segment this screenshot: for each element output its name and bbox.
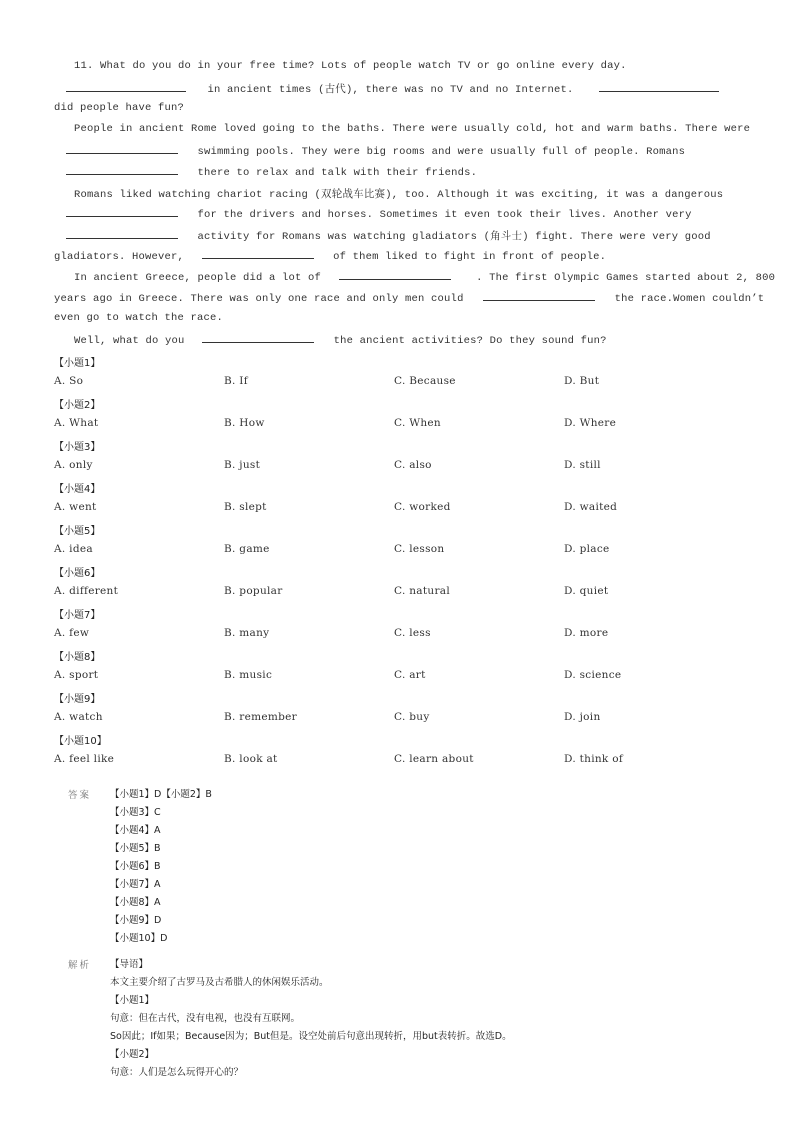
option-10b[interactable]: B. look at (224, 753, 278, 765)
option-6d[interactable]: D. quiet (564, 585, 609, 597)
option-4c[interactable]: C. worked (394, 501, 451, 513)
answer-blank-4[interactable] (66, 165, 178, 175)
option-5c[interactable]: C. lesson (394, 543, 445, 555)
answer-blank-6[interactable] (66, 229, 178, 239)
answer-blank-3[interactable] (66, 144, 178, 154)
option-8a[interactable]: A. sport (54, 669, 99, 681)
analysis-line-7: 句意：人们是怎么玩得开心的？ (110, 1067, 244, 1078)
question-label-7: 【小题7】 (54, 610, 101, 621)
option-10d[interactable]: D. think of (564, 753, 624, 765)
option-4a[interactable]: A. went (54, 501, 97, 513)
analysis-line-2: 本文主要介绍了古罗马及古希腊人的休闲娱乐活动。 (110, 977, 329, 988)
passage-line-4: People in ancient Rome loved going to the baths. There were usually cold, hot and warm baths. There were (74, 123, 751, 135)
passage-line-11: In ancient Greece, people did a lot of . The first Olympic Games started about 2, 800 (74, 272, 776, 284)
question-label-3: 【小题3】 (54, 442, 101, 453)
answer-line-1: 【小题1】D【小题2】B (110, 789, 212, 800)
question-label-2: 【小题2】 (54, 400, 101, 411)
passage-line-8: for the drivers and horses. Sometimes it even took their lives. Another very (66, 207, 692, 221)
passage-line-6: there to relax and talk with their friends. (66, 165, 477, 179)
answer-line-4: 【小题5】B (110, 843, 161, 854)
question-label-8: 【小题8】 (54, 652, 101, 663)
passage-line-12: years ago in Greece. There was only one race and only men could the race.Women couldn’t (54, 293, 765, 305)
analysis-label: 解析 (68, 960, 92, 971)
answer-blank-8[interactable] (339, 270, 451, 280)
option-3c[interactable]: C. also (394, 459, 432, 471)
option-10c[interactable]: C. learn about (394, 753, 474, 765)
option-5d[interactable]: D. place (564, 543, 610, 555)
option-5b[interactable]: B. game (224, 543, 270, 555)
option-9c[interactable]: C. buy (394, 711, 430, 723)
option-3a[interactable]: A. only (54, 459, 93, 471)
option-4d[interactable]: D. waited (564, 501, 618, 513)
passage-line-2: in ancient times (古代), there was no TV and no Internet. (66, 81, 719, 96)
passage-line-3: did people have fun? (54, 102, 185, 114)
analysis-line-3: 【小题1】 (110, 995, 155, 1006)
option-9b[interactable]: B. remember (224, 711, 298, 723)
option-9a[interactable]: A. watch (54, 711, 103, 723)
option-7c[interactable]: C. less (394, 627, 431, 639)
answer-line-2: 【小题3】C (110, 807, 161, 818)
option-7b[interactable]: B. many (224, 627, 270, 639)
option-6c[interactable]: C. natural (394, 585, 450, 597)
option-3d[interactable]: D. still (564, 459, 601, 471)
answer-blank-7[interactable] (202, 249, 314, 259)
option-4b[interactable]: B. slept (224, 501, 267, 513)
option-1d[interactable]: D. But (564, 375, 600, 387)
answer-blank-9[interactable] (483, 291, 595, 301)
passage-line-7: Romans liked watching chariot racing (双轮战车比赛), too. Although it was exciting, it was a dangerous (74, 189, 724, 201)
answer-line-7: 【小题8】A (110, 897, 161, 908)
option-10a[interactable]: A. feel like (54, 753, 115, 765)
question-label-5: 【小题5】 (54, 526, 101, 537)
passage-line-1: 11. What do you do in your free time? Lots of people watch TV or go online every day. (74, 60, 627, 72)
passage-line-14: Well, what do you the ancient activities? Do they sound fun? (74, 335, 607, 347)
answer-line-6: 【小题7】A (110, 879, 161, 890)
option-7a[interactable]: A. few (54, 627, 90, 639)
option-1b[interactable]: B. If (224, 375, 248, 387)
answer-blank-2[interactable] (599, 82, 719, 92)
option-8b[interactable]: B. music (224, 669, 273, 681)
option-8d[interactable]: D. science (564, 669, 622, 681)
analysis-line-5: So因此；If如果；Because因为；But但是。设空处前后句意出现转折，用but表转折。故选D。 (110, 1031, 512, 1042)
answer-line-8: 【小题9】D (110, 915, 162, 926)
option-2d[interactable]: D. Where (564, 417, 617, 429)
question-label-9: 【小题9】 (54, 694, 101, 705)
answer-line-5: 【小题6】B (110, 861, 161, 872)
passage-line-9: activity for Romans was watching gladiators (角斗士) fight. There were very good (66, 228, 711, 243)
option-2a[interactable]: A. What (54, 417, 99, 429)
answer-label: 答案 (68, 790, 92, 801)
option-8c[interactable]: C. art (394, 669, 426, 681)
option-7d[interactable]: D. more (564, 627, 609, 639)
answer-blank-10[interactable] (202, 333, 314, 343)
question-label-1: 【小题1】 (54, 358, 101, 369)
answer-line-3: 【小题4】A (110, 825, 161, 836)
option-6a[interactable]: A. different (54, 585, 119, 597)
answer-blank-5[interactable] (66, 207, 178, 217)
option-2b[interactable]: B. How (224, 417, 265, 429)
option-2c[interactable]: C. When (394, 417, 441, 429)
option-6b[interactable]: B. popular (224, 585, 283, 597)
answer-blank-1[interactable] (66, 82, 186, 92)
option-1c[interactable]: C. Because (394, 375, 456, 387)
answer-line-9: 【小题10】D (110, 933, 168, 944)
option-1a[interactable]: A. So (54, 375, 84, 387)
analysis-line-4: 句意：但在古代，没有电视，也没有互联网。 (110, 1013, 301, 1024)
analysis-line-6: 【小题2】 (110, 1049, 155, 1060)
passage-line-13: even go to watch the race. (54, 312, 224, 324)
passage-line-5: swimming pools. They were big rooms and were usually full of people. Romans (66, 144, 685, 158)
option-3b[interactable]: B. just (224, 459, 261, 471)
option-9d[interactable]: D. join (564, 711, 601, 723)
option-5a[interactable]: A. idea (54, 543, 93, 555)
passage-line-10: gladiators. However, of them liked to fight in front of people. (54, 251, 607, 263)
question-label-6: 【小题6】 (54, 568, 101, 579)
question-label-4: 【小题4】 (54, 484, 101, 495)
question-label-10: 【小题10】 (54, 736, 107, 747)
analysis-line-1: 【导语】 (110, 959, 149, 970)
